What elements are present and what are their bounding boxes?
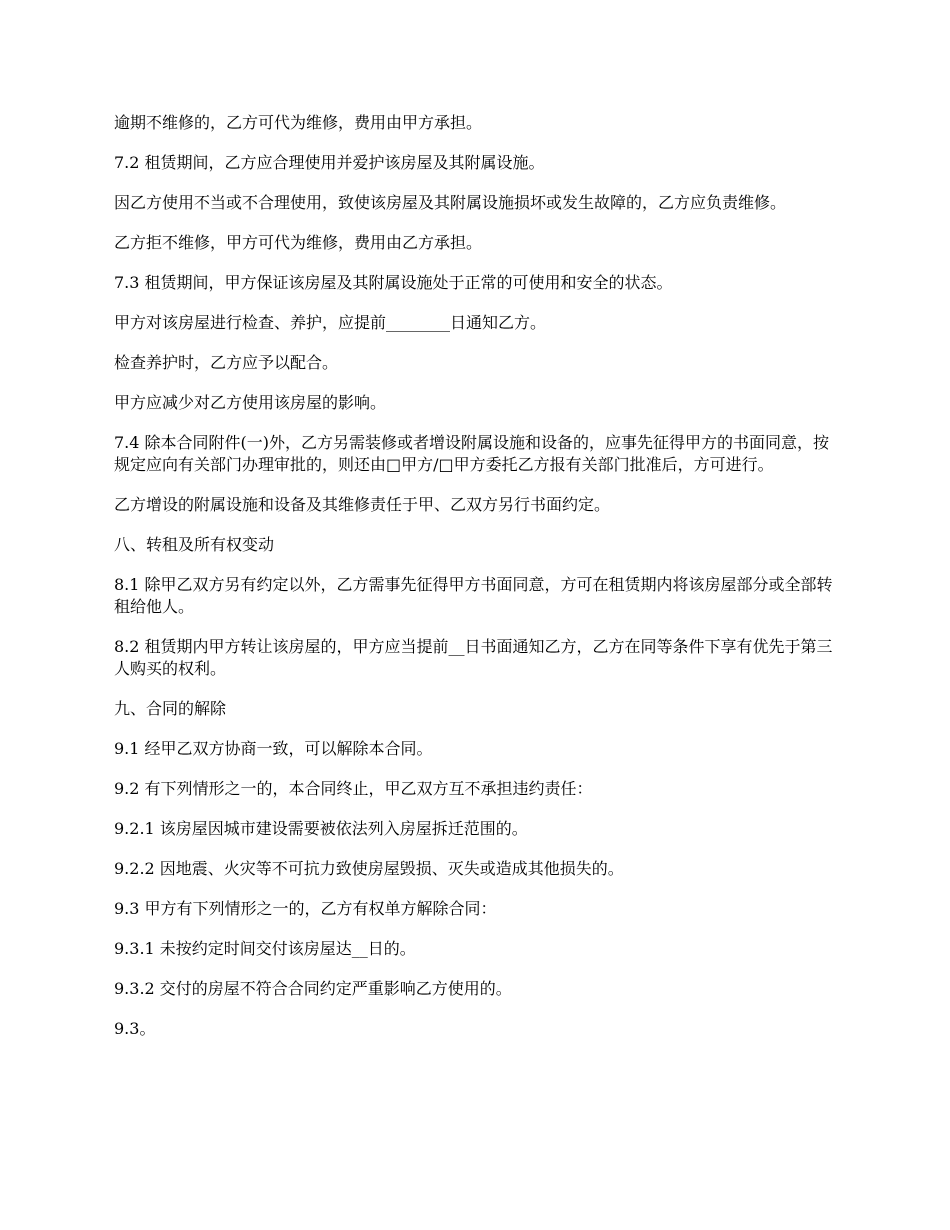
paragraph: 甲方对该房屋进行检查、养护，应提前________日通知乙方。 [114, 313, 547, 332]
paragraph: 乙方增设的附属设施和设备及其维修责任于甲、乙双方另行书面约定。 [114, 495, 611, 514]
document-body [114, 112, 844, 1058]
paragraph: 9.3 甲方有下列情形之一的，乙方有权单方解除合同： [114, 899, 497, 918]
paragraph: 9.2.1 该房屋因城市建设需要被依法列入房屋拆迁范围的。 [114, 819, 528, 838]
paragraph: 逾期不维修的，乙方可代为维修，费用由甲方承担。 [114, 113, 483, 132]
section-heading: 八、转租及所有权变动 [114, 535, 275, 554]
paragraph: 8.2 租赁期内甲方转让该房屋的，甲方应当提前__日书面通知乙方，乙方在同等条件下享有优先于第三人购买的权利。 [114, 637, 833, 678]
paragraph: 9.2 有下列情形之一的，本合同终止，甲乙双方互不承担违约责任： [114, 779, 593, 798]
paragraph: 7.2 租赁期间，乙方应合理使用并爱护该房屋及其附属设施。 [114, 153, 545, 172]
paragraph: 9.3.2 交付的房屋不符合合同约定严重影响乙方使用的。 [114, 979, 512, 998]
paragraph: 乙方拒不维修，甲方可代为维修，费用由乙方承担。 [114, 233, 483, 252]
paragraph: 因乙方使用不当或不合理使用，致使该房屋及其附属设施损坏或发生故障的，乙方应负责维修。 [114, 193, 787, 212]
paragraph: 甲方应减少对乙方使用该房屋的影响。 [114, 393, 387, 412]
section-heading: 九、合同的解除 [114, 699, 227, 718]
paragraph: 9.3。 [114, 1019, 156, 1038]
paragraph: 9.1 经甲乙双方协商一致，可以解除本合同。 [114, 739, 433, 758]
paragraph: 9.3.1 未按约定时间交付该房屋达__日的。 [114, 939, 416, 958]
paragraph: 9.2.2 因地震、火灾等不可抗力致使房屋毁损、灭失或造成其他损失的。 [114, 859, 624, 878]
paragraph: 7.4 除本合同附件(一)外，乙方另需装修或者增设附属设施和设备的，应事先征得甲方的书面同意，按规定应向有关部门办理审批的，则还由□甲方/□甲方委托乙方报有关部门批准后，方可进行。 [114, 433, 830, 474]
paragraph: 检查养护时，乙方应予以配合。 [114, 353, 339, 372]
paragraph: 8.1 除甲乙双方另有约定以外，乙方需事先征得甲方书面同意，方可在租赁期内将该房屋部分或全部转租给他人。 [114, 575, 833, 616]
paragraph: 7.3 租赁期间，甲方保证该房屋及其附属设施处于正常的可使用和安全的状态。 [114, 273, 673, 292]
